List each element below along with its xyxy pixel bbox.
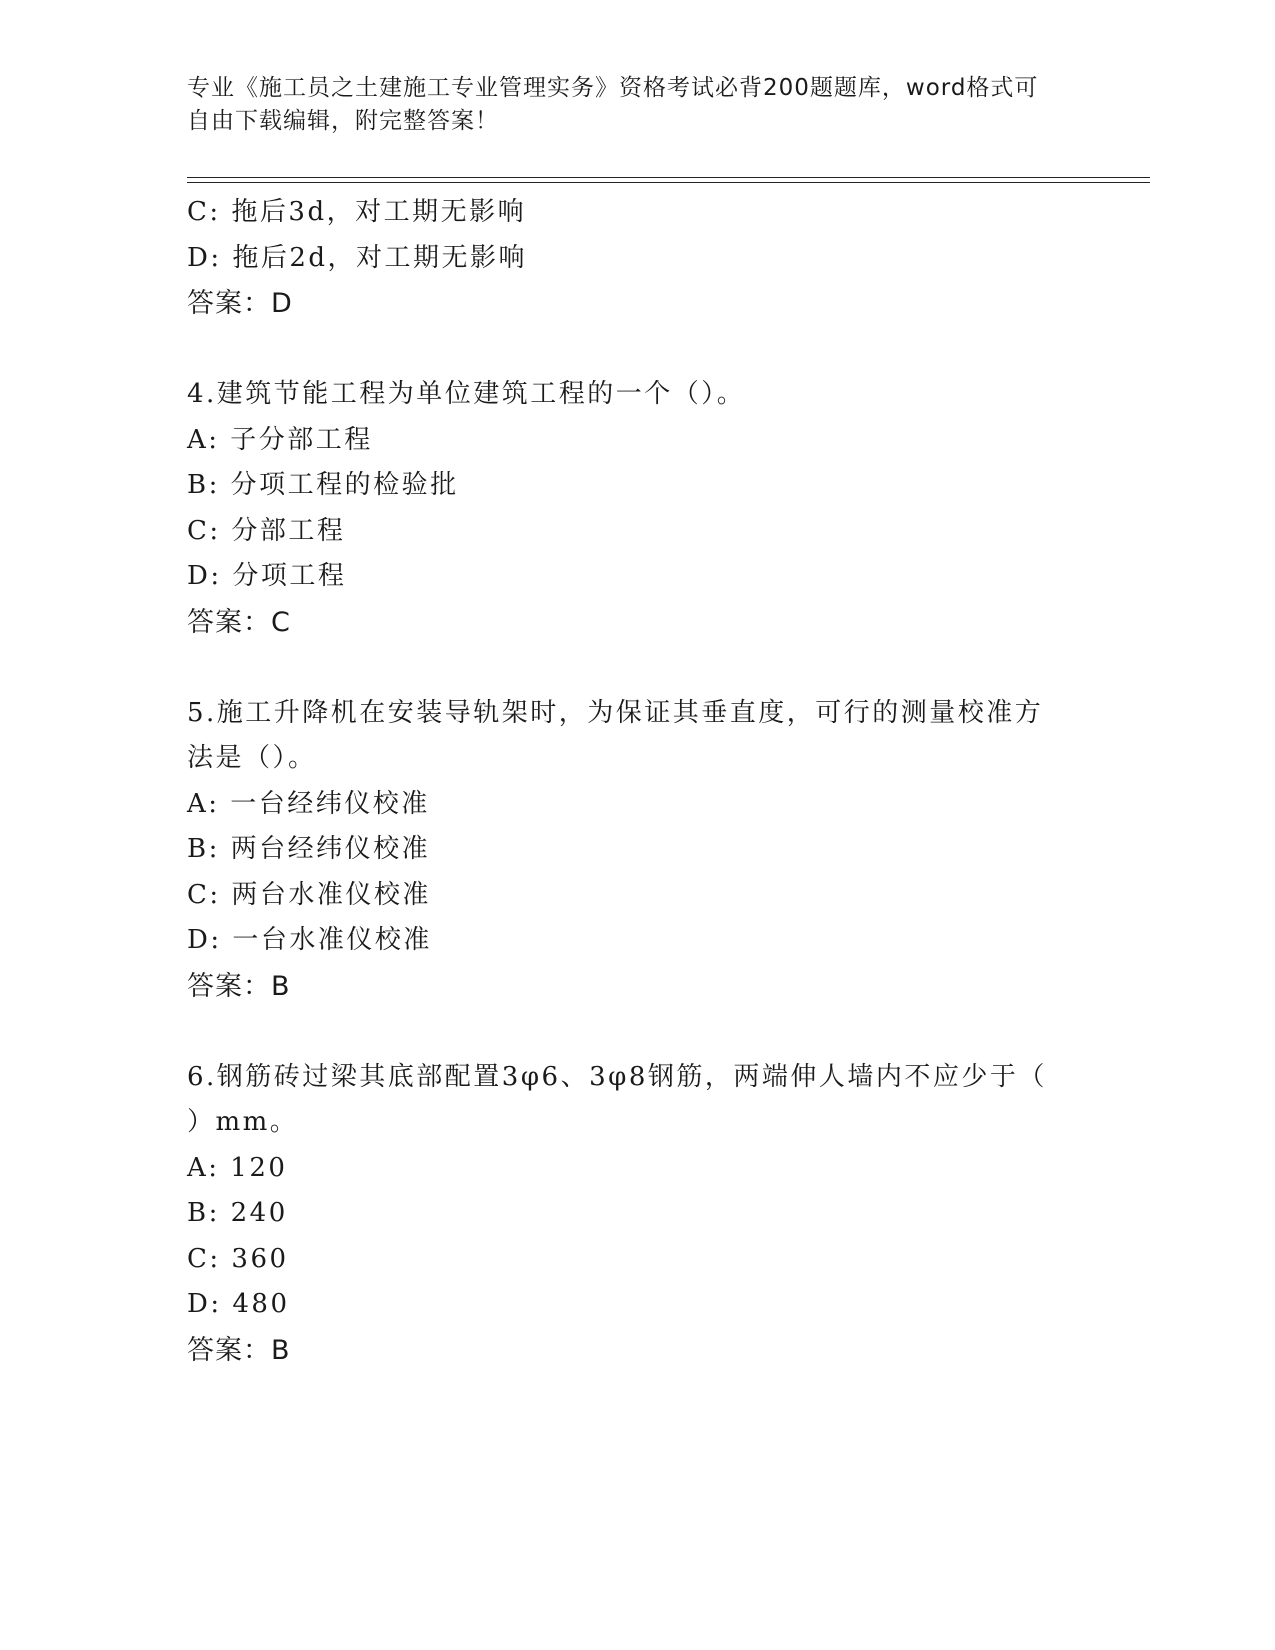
answer-line: 答案：B <box>187 970 291 1002</box>
question-stem-line: 6.钢筋砖过梁其底部配置3φ6、3φ8钢筋，两端伸人墙内不应少于（ <box>187 1061 1047 1092</box>
option-a: A: 一台经纬仪校准 <box>187 788 430 819</box>
option-d: D: 480 <box>187 1289 290 1319</box>
option-d: D: 拖后2d，对工期无影响 <box>187 242 528 273</box>
question-list <box>187 190 1087 1373</box>
header-line-2: 自由下载编辑，附完整答案！ <box>187 108 499 134</box>
question-stem-line: 5.施工升降机在安装导轨架时，为保证其垂直度，可行的测量校准方 <box>187 697 1044 728</box>
question-block-4 <box>187 372 1087 645</box>
option-b: B: 240 <box>187 1198 288 1228</box>
option-a: A: 子分部工程 <box>187 424 373 455</box>
option-c: C: 分部工程 <box>187 515 346 546</box>
spacer <box>187 327 1087 373</box>
document-header <box>187 72 1067 138</box>
option-c: C: 360 <box>187 1243 289 1274</box>
question-stem-line: 4.建筑节能工程为单位建筑工程的一个（）。 <box>187 379 746 409</box>
question-block-6 <box>187 1055 1087 1374</box>
question-stem-line: 法是（）。 <box>187 743 317 773</box>
option-d: D: 分项工程 <box>187 561 347 591</box>
option-c: C: 两台水准仪校准 <box>187 879 431 910</box>
spacer <box>187 1009 1087 1055</box>
header-divider-top <box>187 177 1150 178</box>
option-b: B: 分项工程的检验批 <box>187 470 459 500</box>
answer-line: 答案：C <box>187 606 291 638</box>
question-block-5 <box>187 691 1087 1010</box>
question-stem <box>187 691 1087 782</box>
answer-line: 答案：D <box>187 288 293 319</box>
spacer <box>187 645 1087 691</box>
question-stem <box>187 1055 1087 1146</box>
question-block-partial <box>187 190 1087 327</box>
question-stem <box>187 372 1087 418</box>
answer-line: 答案：B <box>187 1334 291 1366</box>
option-d: D: 一台水准仪校准 <box>187 925 432 955</box>
header-divider-bottom <box>187 182 1150 183</box>
question-stem-line: ）mm。 <box>187 1107 299 1137</box>
header-line-1: 专业《施工员之土建施工专业管理实务》资格考试必背200题题库，word格式可 <box>187 75 1039 101</box>
option-a: A: 120 <box>187 1152 288 1183</box>
option-b: B: 两台经纬仪校准 <box>187 834 431 864</box>
option-c: C: 拖后3d，对工期无影响 <box>187 197 527 227</box>
